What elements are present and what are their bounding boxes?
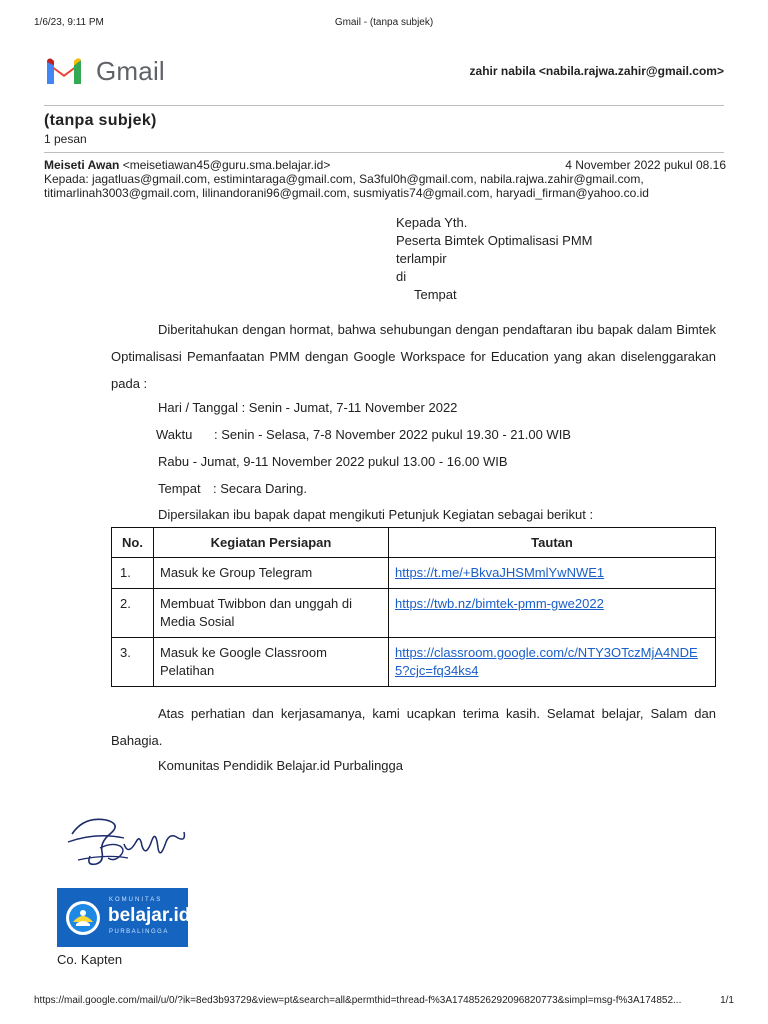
- message-count: 1 pesan: [44, 132, 87, 146]
- address-line: terlampir: [396, 251, 447, 266]
- detail-waktu-label: Waktu: [156, 427, 193, 442]
- row-activity: Masuk ke Google Classroom Pelatihan: [154, 638, 389, 687]
- row-number: 3.: [112, 638, 154, 687]
- page-number: 1/1: [720, 995, 734, 1006]
- logo-small-text: KOMUNITAS: [109, 897, 163, 903]
- divider: [44, 152, 724, 153]
- detail-rabu: Rabu - Jumat, 9-11 November 2022 pukul 13.00 - 16.00 WIB: [158, 454, 508, 469]
- table-header-row: [112, 528, 716, 558]
- detail-tempat-label: Tempat: [158, 481, 201, 496]
- detail-hari: Hari / Tanggal : Senin - Jumat, 7-11 November 2022: [158, 400, 458, 415]
- divider: [44, 105, 724, 106]
- table-row: [112, 638, 716, 687]
- invite-text: Dipersilakan ibu bapak dapat mengikuti Petunjuk Kegiatan sebagai berikut :: [158, 507, 594, 522]
- detail-waktu-value: : Senin - Selasa, 7-8 November 2022 pukul 19.30 - 21.00 WIB: [214, 427, 571, 442]
- row-activity: Membuat Twibbon dan unggah di Media Sosial: [154, 589, 389, 638]
- signer-title: Co. Kapten: [57, 952, 123, 967]
- signature: [66, 812, 196, 872]
- row-activity: Masuk ke Group Telegram: [154, 558, 389, 589]
- activity-table: [111, 527, 716, 687]
- organization-name: Komunitas Pendidik Belajar.id Purbalingga: [158, 758, 403, 773]
- print-date: 1/6/23, 9:11 PM: [34, 17, 104, 28]
- activity-link[interactable]: https://t.me/+BkvaJHSMmlYwNWE1: [395, 565, 605, 580]
- row-link-cell: [389, 589, 716, 638]
- activity-link[interactable]: https://twb.nz/bimtek-pmm-gwe2022: [395, 596, 604, 611]
- activity-link[interactable]: https://classroom.google.com/c/NTY3OTczMjA4NDE5?cjc=fq34ks4: [395, 645, 698, 678]
- thread-subject: (tanpa subjek): [44, 112, 157, 129]
- row-number: 2.: [112, 589, 154, 638]
- row-link-cell: [389, 638, 716, 687]
- print-url: https://mail.google.com/mail/u/0/?ik=8ed3b93729&view=pt&search=all&permthid=thread-f%3A1748526292096820773&simpl=msg-f%3A174852...: [34, 995, 682, 1006]
- logo-main-text: belajar.id: [108, 905, 191, 926]
- address-line: Kepada Yth.: [396, 215, 468, 230]
- belajar-id-logo: [57, 888, 191, 947]
- column-header: Kegiatan Persiapan: [154, 528, 389, 558]
- column-header: Tautan: [389, 528, 716, 558]
- sender-email: <meisetiawan45@guru.sma.belajar.id>: [122, 158, 331, 172]
- table-row: [112, 558, 716, 589]
- logo-region-text: PURBALINGGA: [109, 929, 169, 935]
- recipients: [44, 172, 704, 200]
- address-line: Peserta Bimtek Optimalisasi PMM: [396, 233, 593, 248]
- address-line: di: [396, 269, 407, 284]
- column-header: No.: [112, 528, 154, 558]
- gmail-m-icon: [44, 56, 84, 86]
- print-header: [34, 17, 734, 31]
- brand-name: Gmail: [96, 55, 165, 86]
- detail-tempat-value: : Secara Daring.: [213, 481, 307, 496]
- address-block: [396, 214, 593, 304]
- row-link-cell: [389, 558, 716, 589]
- address-line: Tempat: [414, 287, 457, 302]
- tut-wuri-emblem-icon: [65, 900, 101, 936]
- message-date: 4 November 2022 pukul 08.16: [565, 158, 726, 172]
- table-row: [112, 589, 716, 638]
- account-label: zahir nabila <nabila.rajwa.zahir@gmail.com>: [469, 64, 724, 78]
- closing-paragraph: Atas perhatian dan kerjasamanya, kami ucapkan terima kasih. Selamat belajar, Salam dan Bahagia.: [111, 706, 716, 748]
- message-header: [44, 158, 726, 172]
- print-title: Gmail - (tanpa subjek): [334, 17, 434, 28]
- recipients-line: Kepada: jagatluas@gmail.com, estimintaraga@gmail.com, Sa3ful0h@gmail.com, nabila.rajwa.zahir@gmail.com,: [44, 172, 644, 186]
- intro-paragraph: Diberitahukan dengan hormat, bahwa sehubungan dengan pendaftaran ibu bapak dalam Bimtek Optimalisasi Pemanfaatan PMM dengan Google Workspace for Education yang akan diselenggarakan pada :: [111, 322, 716, 391]
- sender-name: Meiseti Awan: [44, 158, 120, 172]
- row-number: 1.: [112, 558, 154, 589]
- print-footer: [34, 995, 734, 1009]
- gmail-logo: [44, 56, 165, 86]
- recipients-line: titimarlinah3003@gmail.com, lilinandorani96@gmail.com, susmiyatis74@gmail.com, haryadi_firman@yahoo.co.id: [44, 186, 649, 200]
